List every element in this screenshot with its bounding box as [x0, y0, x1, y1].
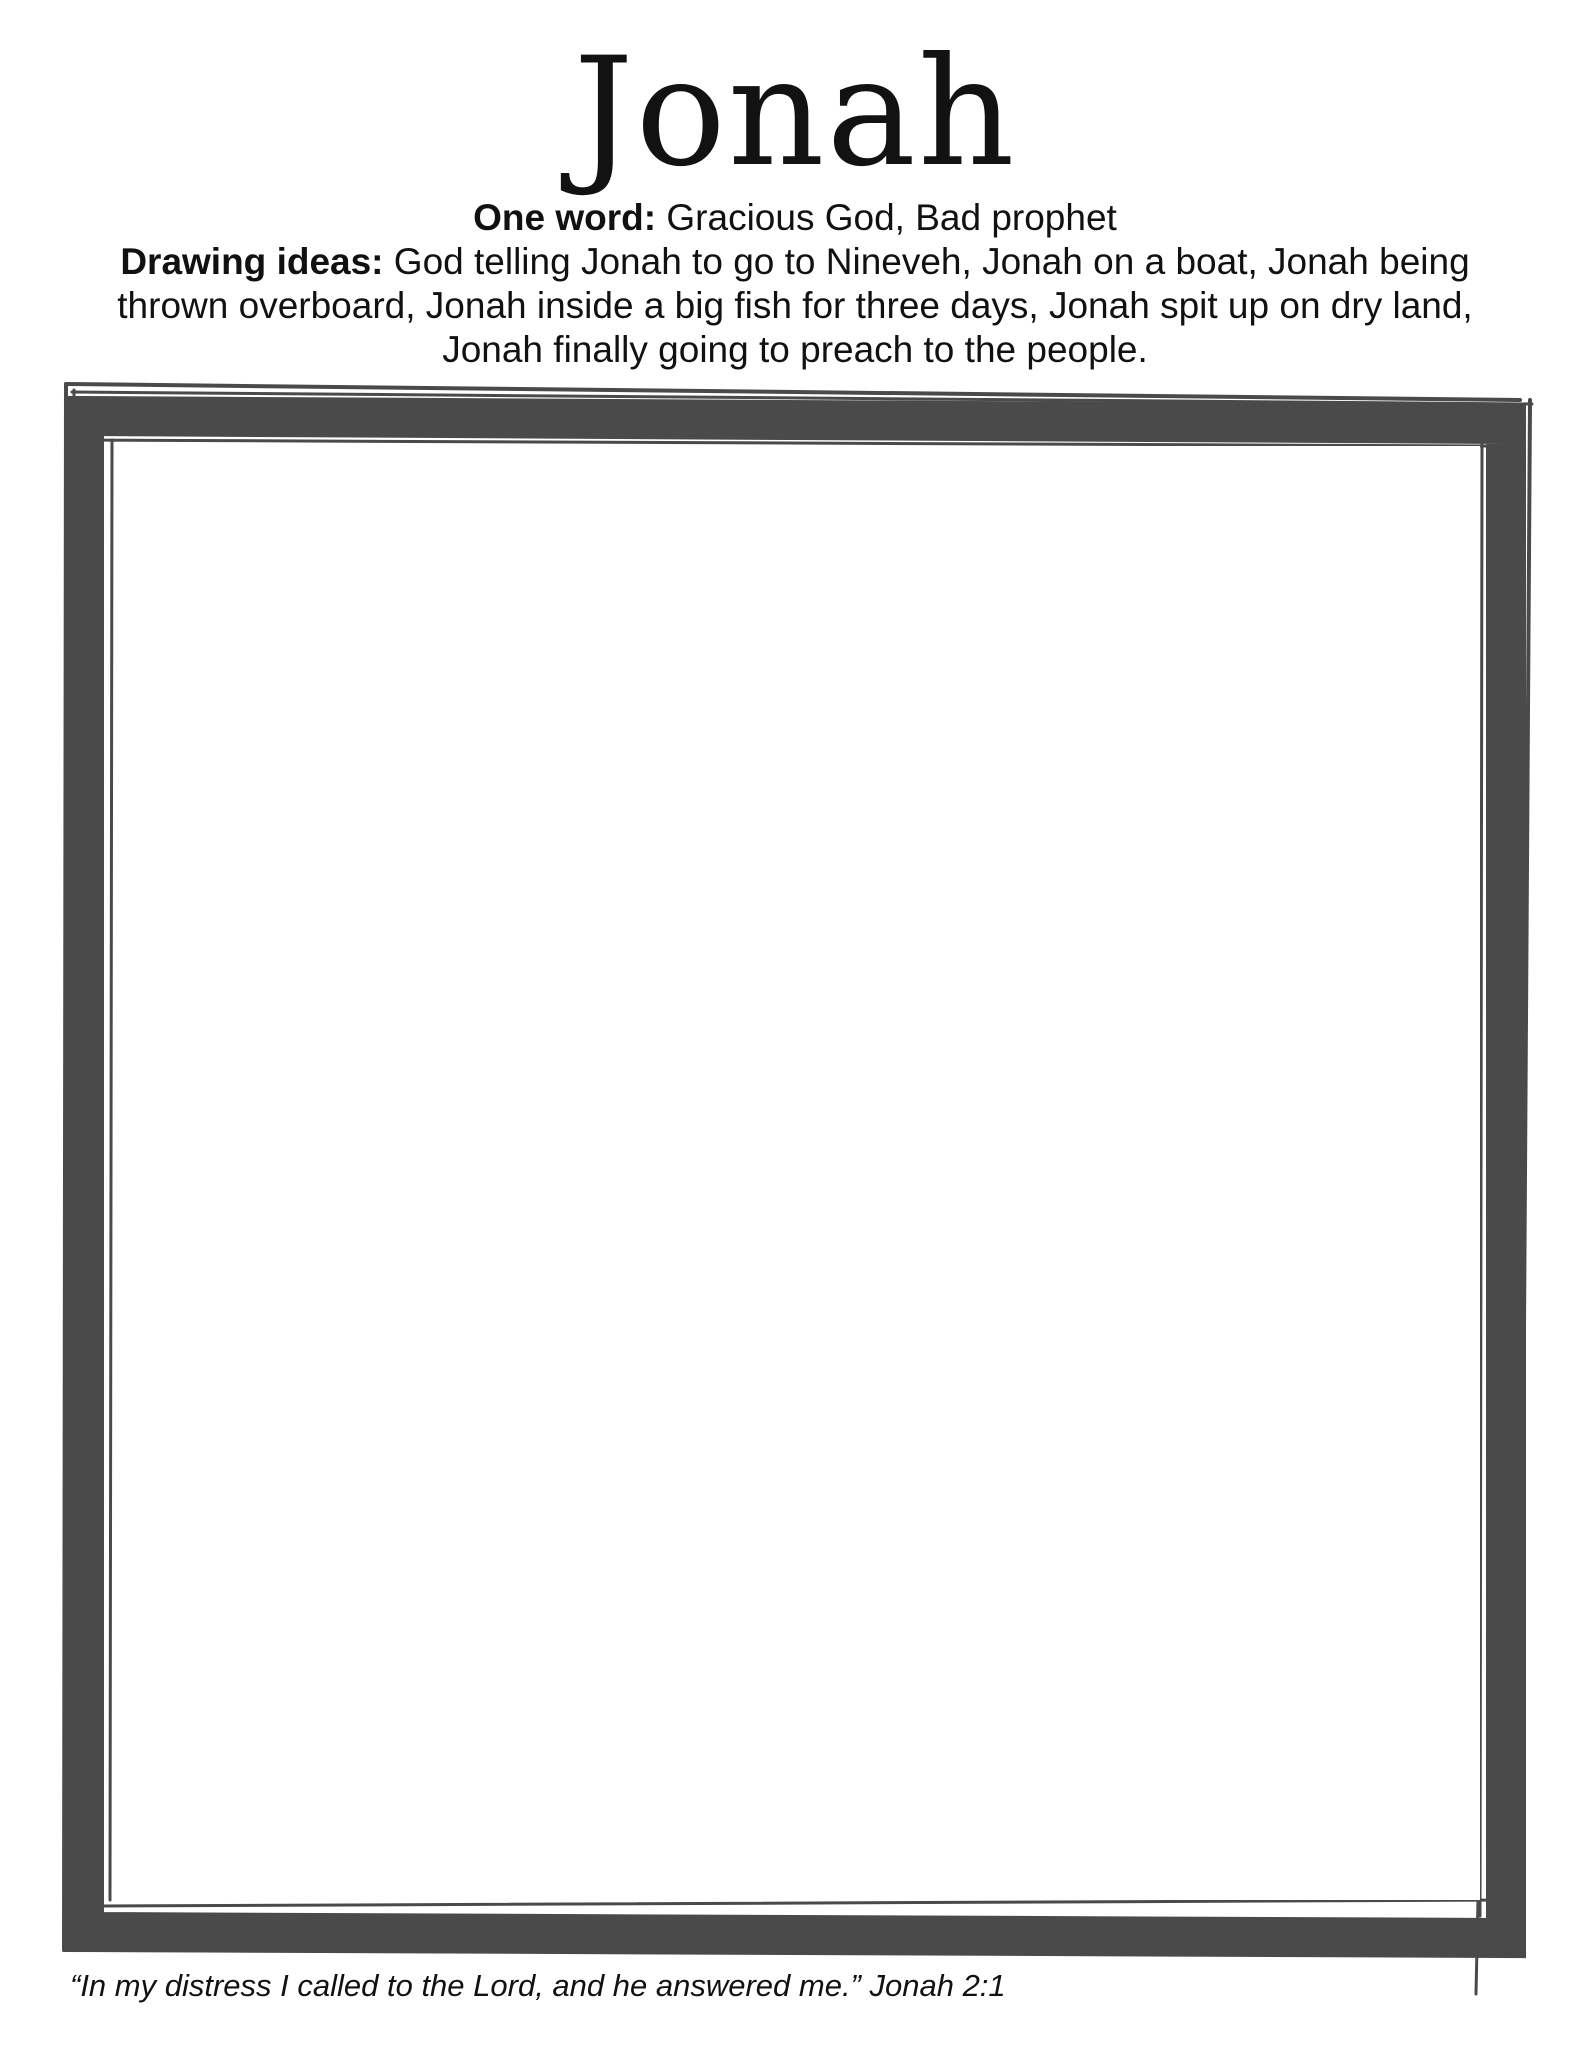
- page-title: Jonah: [573, 26, 1017, 200]
- drawing-ideas-line-3: Jonah finally going to preach to the people.: [442, 329, 1148, 370]
- one-word-text: Gracious God, Bad prophet: [656, 197, 1117, 238]
- frame-sketch-bottom-1: [64, 1950, 1510, 1952]
- drawing-area: [124, 446, 1480, 1900]
- frame-sketch-left-3: [110, 440, 112, 1900]
- drawing-ideas-line-2: thrown overboard, Jonah inside a big fish for three days, Jonah spit up on dry land,: [117, 285, 1473, 326]
- frame-sketch-right-3: [1480, 444, 1482, 1916]
- frame-sketch-left-2: [72, 390, 74, 1944]
- drawing-ideas-text-1: God telling Jonah to go to Nineveh, Jonah on a boat, Jonah being: [383, 241, 1470, 282]
- scripture-quote: “In my distress I called to the Lord, and he answered me.” Jonah 2:1: [70, 1968, 1006, 2003]
- frame-sketch-bottom-3: [104, 1900, 1512, 1906]
- drawing-ideas-label: Drawing ideas:: [120, 241, 384, 282]
- frame-sketch-right-tail: [1476, 1900, 1478, 1994]
- frame-sketch-left-1: [64, 384, 66, 1950]
- one-word-label: One word:: [473, 197, 657, 238]
